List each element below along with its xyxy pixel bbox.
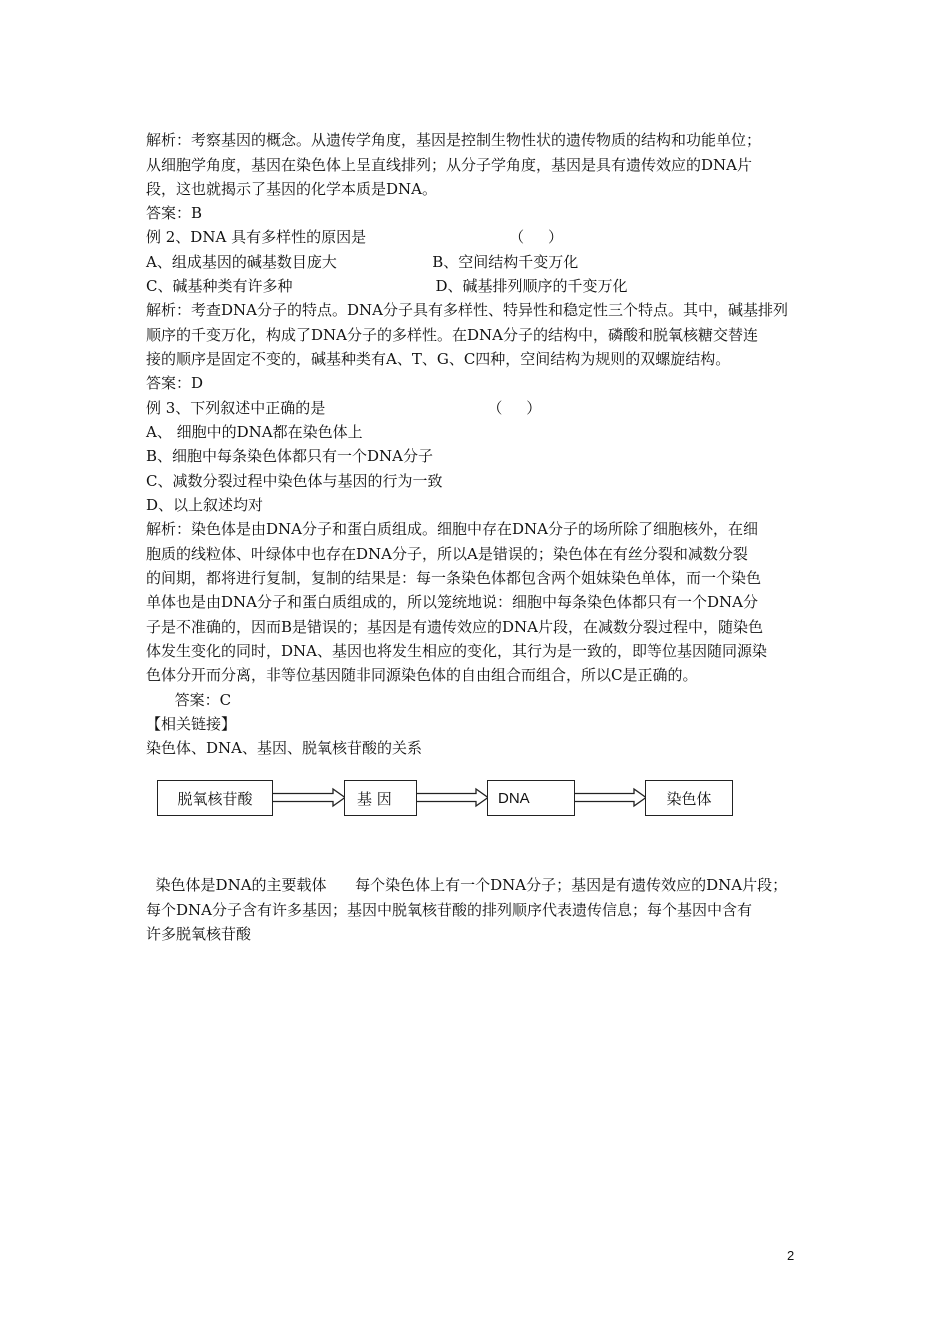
text-line: 从细胞学角度，基因在染色体上呈直线排列；从分子学角度，基因是具有遗传效应的DNA片: [146, 156, 752, 174]
option-line: B、细胞中每条染色体都只有一个DNA分子: [146, 447, 434, 465]
answer-line: 答案：D: [146, 374, 204, 392]
diagram-caption: 染色体、DNA、基因、脱氧核苷酸的关系: [146, 739, 422, 757]
double-arrow-3: [574, 789, 646, 806]
option-line: A、 细胞中的DNA都在染色体上: [146, 423, 363, 441]
question-line: 例 2、DNA 具有多样性的原因是 （ ）: [146, 228, 563, 246]
question-line: 例 3、下列叙述中正确的是 （ ）: [146, 399, 542, 417]
option-line: C、减数分裂过程中染色体与基因的行为一致: [146, 472, 443, 490]
text-line: 色体分开而分离，非等位基因随非同源染色体的自由组合而组合，所以C是正确的。: [146, 666, 698, 684]
double-arrow-1: [272, 789, 345, 806]
text-line: 许多脱氧核苷酸: [146, 925, 252, 943]
box-gene: 基 因: [344, 780, 417, 816]
option-line: A、组成基因的碱基数目庞大 B、空间结构千变万化: [146, 253, 579, 271]
text-line: 每个DNA分子含有许多基因；基因中脱氧核苷酸的排列顺序代表遗传信息；每个基因中含有: [146, 901, 752, 919]
page-number: 2: [787, 1248, 795, 1263]
text-line: 胞质的线粒体、叶绿体中也存在DNA分子，所以A是错误的；染色体在有丝分裂和减数分裂: [146, 545, 748, 563]
text-line: 染色体是DNA的主要载体 每个染色体上有一个DNA分子；基因是有遗传效应的DNA片段；: [146, 876, 788, 894]
section-heading: 【相关链接】: [146, 715, 237, 733]
text-line: 解析：考查DNA分子的特点。DNA分子具有多样性、特异性和稳定性三个特点。其中，碱基排列: [146, 301, 788, 319]
answer-line: 答案：C: [146, 691, 232, 709]
option-line: D、以上叙述均对: [146, 496, 264, 514]
box-deoxynucleotide: 脱氧核苷酸: [157, 780, 273, 816]
text-line: 顺序的千变万化，构成了DNA分子的多样性。在DNA分子的结构中，磷酸和脱氧核糖交替连: [146, 326, 758, 344]
box-chromosome: 染色体: [645, 780, 733, 816]
text-line: 子是不准确的，因而B是错误的；基因是有遗传效应的DNA片段，在减数分裂过程中，随染色: [146, 618, 764, 636]
text-line: 单体也是由DNA分子和蛋白质组成的，所以笼统地说：细胞中每条染色体都只有一个DNA分: [146, 593, 758, 611]
text-line: 体发生变化的同时，DNA、基因也将发生相应的变化，其行为是一致的，即等位基因随同源染: [146, 642, 767, 660]
text-line: 解析：染色体是由DNA分子和蛋白质组成。细胞中存在DNA分子的场所除了细胞核外，在细: [146, 520, 758, 538]
box-dna: DNA: [487, 780, 575, 816]
text-line: 的间期，都将进行复制，复制的结果是：每一条染色体都包含两个姐妹染色单体，而一个染色: [146, 569, 762, 587]
text-line: 接的顺序是固定不变的，碱基种类有A、T、G、C四种，空间结构为规则的双螺旋结构。: [146, 350, 731, 368]
option-line: C、碱基种类有许多种 D、碱基排列顺序的千变万化: [146, 277, 628, 295]
double-arrow-2: [417, 789, 488, 806]
text-line: 段，这也就揭示了基因的化学本质是DNA。: [146, 180, 437, 198]
answer-line: 答案：B: [146, 204, 203, 222]
text-line: 解析：考察基因的概念。从遗传学角度，基因是控制生物性状的遗传物质的结构和功能单位；: [146, 131, 762, 149]
